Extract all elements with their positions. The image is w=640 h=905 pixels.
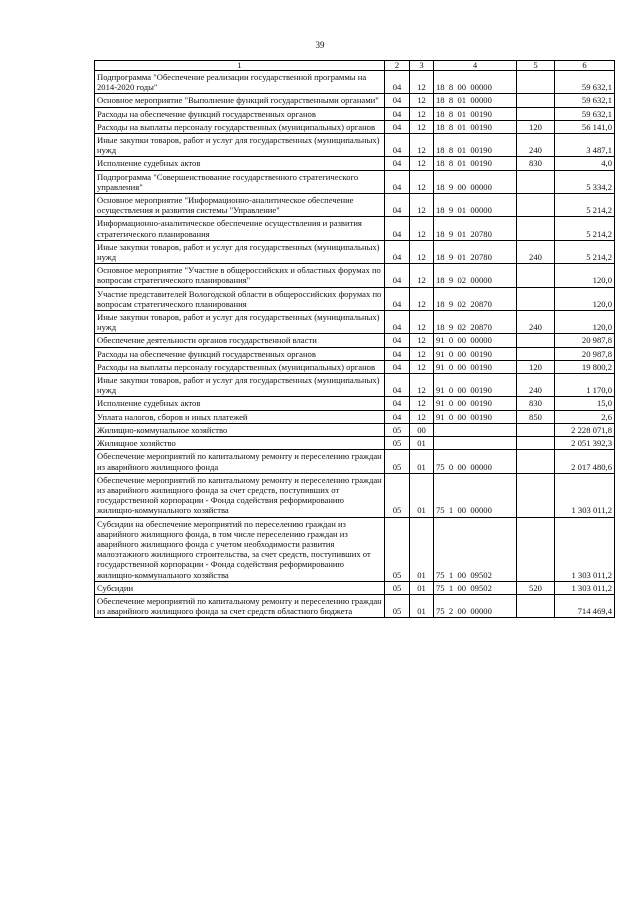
item-name: Основное мероприятие "Участие в общероссийских и областных форумах по вопросам стратегического планирования" [95,264,385,287]
column-header: 2 [385,61,410,71]
item-name: Исполнение судебных актов [95,397,385,410]
subsection-code: 12 [410,374,434,397]
expense-type-code [517,287,555,310]
expense-type-code: 520 [517,581,555,594]
amount: 120,0 [555,311,615,334]
subsection-code: 12 [410,134,434,157]
subsection-code: 12 [410,157,434,170]
expense-type-code [517,594,555,617]
table-row [95,347,615,360]
column-header: 3 [410,61,434,71]
table-row [95,410,615,423]
item-name: Подпрограмма "Обеспечение реализации государственной программы на 2014-2020 годы" [95,71,385,94]
table-row [95,581,615,594]
section-code: 04 [385,374,410,397]
target-article-code: 91 0 00 00190 [434,410,517,423]
expense-type-code: 830 [517,397,555,410]
item-name: Участие представителей Вологодской области в общероссийских форумах по вопросам стратегического планирования [95,287,385,310]
item-name: Жилищное хозяйство [95,437,385,450]
section-code: 04 [385,334,410,347]
section-code: 04 [385,264,410,287]
section-code: 04 [385,107,410,120]
section-code: 04 [385,194,410,217]
expense-type-code: 850 [517,410,555,423]
item-name: Обеспечение мероприятий по капитальному ремонту и переселению граждан из аварийного жилищного фонда за счет средств, поступивших от государственной корпорации - Фонда содействия реформированию жилищно-коммунального хозяйства [95,473,385,517]
table-row [95,360,615,373]
amount: 1 303 011,2 [555,581,615,594]
item-name: Субсидии на обеспечение мероприятий по переселению граждан из аварийного жилищного фонда, в том числе переселению граждан из аварийного жилищного фонда с учетом необходимости развития малоэтажного жилищного строительства, за счет средств, поступивших от государственной корпорации - Фонда содействия реформированию жилищно-коммунального хозяйства [95,517,385,581]
column-header: 6 [555,61,615,71]
table-row [95,450,615,473]
section-code: 05 [385,517,410,581]
section-code: 04 [385,410,410,423]
column-header: 1 [95,61,385,71]
expense-type-code [517,71,555,94]
item-name: Жилищно-коммунальное хозяйство [95,423,385,436]
subsection-code: 00 [410,423,434,436]
column-header: 5 [517,61,555,71]
target-article-code: 18 8 01 00190 [434,120,517,133]
amount: 2 051 392,3 [555,437,615,450]
expense-type-code [517,347,555,360]
item-name: Иные закупки товаров, работ и услуг для государственных (муниципальных) нужд [95,134,385,157]
item-name: Обеспечение мероприятий по капитальному ремонту и переселению граждан из аварийного жилищного фонда за счет средств областного бюджета [95,594,385,617]
subsection-code: 12 [410,360,434,373]
subsection-code: 01 [410,437,434,450]
section-code: 04 [385,94,410,107]
target-article-code: 18 8 01 00190 [434,157,517,170]
target-article-code: 18 8 01 00190 [434,134,517,157]
subsection-code: 12 [410,287,434,310]
section-code: 05 [385,473,410,517]
target-article-code: 91 0 00 00190 [434,397,517,410]
target-article-code: 18 9 00 00000 [434,170,517,193]
table-row [95,240,615,263]
amount: 1 303 011,2 [555,473,615,517]
target-article-code: 75 1 00 09502 [434,517,517,581]
expense-type-code [517,473,555,517]
item-name: Субсидии [95,581,385,594]
amount: 1 303 011,2 [555,517,615,581]
target-article-code: 18 8 00 00000 [434,71,517,94]
table-row [95,94,615,107]
subsection-code: 12 [410,264,434,287]
section-code: 04 [385,287,410,310]
subsection-code: 12 [410,120,434,133]
table-row [95,194,615,217]
column-header: 4 [434,61,517,71]
section-code: 04 [385,157,410,170]
section-code: 04 [385,120,410,133]
section-code: 04 [385,311,410,334]
item-name: Расходы на выплаты персоналу государственных (муниципальных) органов [95,120,385,133]
expense-type-code: 240 [517,311,555,334]
amount: 15,0 [555,397,615,410]
table-row [95,71,615,94]
target-article-code: 18 9 01 00000 [434,194,517,217]
target-article-code: 18 9 02 00000 [434,264,517,287]
expense-type-code [517,217,555,240]
target-article-code: 75 1 00 09502 [434,581,517,594]
table-row [95,264,615,287]
target-article-code: 18 9 02 20870 [434,287,517,310]
subsection-code: 12 [410,107,434,120]
amount: 56 141,0 [555,120,615,133]
subsection-code: 12 [410,347,434,360]
target-article-code: 75 0 00 00000 [434,450,517,473]
target-article-code: 75 2 00 00000 [434,594,517,617]
amount: 2 228 071,8 [555,423,615,436]
subsection-code: 12 [410,71,434,94]
target-article-code: 18 8 01 00000 [434,94,517,107]
section-code: 04 [385,347,410,360]
target-article-code: 91 0 00 00000 [434,334,517,347]
target-article-code [434,437,517,450]
expense-type-code: 240 [517,240,555,263]
item-name: Основное мероприятие "Информационно-аналитическое обеспечение осуществления и развития системы "Управление" [95,194,385,217]
section-code: 04 [385,170,410,193]
table-row [95,107,615,120]
table-row [95,334,615,347]
item-name: Основное мероприятие "Выполнение функций государственными органами" [95,94,385,107]
subsection-code: 12 [410,240,434,263]
subsection-code: 12 [410,194,434,217]
item-name: Обеспечение мероприятий по капитальному ремонту и переселению граждан из аварийного жилищного фонда [95,450,385,473]
subsection-code: 12 [410,94,434,107]
section-code: 05 [385,423,410,436]
expense-type-code [517,423,555,436]
amount: 120,0 [555,287,615,310]
subsection-code: 01 [410,581,434,594]
amount: 2 017 480,6 [555,450,615,473]
table-row [95,397,615,410]
table-row [95,120,615,133]
page-number: 39 [315,40,325,50]
section-code: 05 [385,594,410,617]
item-name: Подпрограмма "Совершенствование государственного стратегического управления" [95,170,385,193]
subsection-code: 01 [410,450,434,473]
section-code: 05 [385,437,410,450]
expense-type-code [517,94,555,107]
amount: 59 632,1 [555,71,615,94]
amount: 5 214,2 [555,217,615,240]
item-name: Исполнение судебных актов [95,157,385,170]
table-row [95,374,615,397]
subsection-code: 01 [410,517,434,581]
section-code: 05 [385,581,410,594]
item-name: Информационно-аналитическое обеспечение осуществления и развития стратегического планирования [95,217,385,240]
item-name: Обеспечение деятельности органов государственной власти [95,334,385,347]
expense-type-code [517,517,555,581]
amount: 120,0 [555,264,615,287]
section-code: 04 [385,240,410,263]
expense-type-code [517,437,555,450]
section-code: 04 [385,217,410,240]
amount: 1 170,0 [555,374,615,397]
item-name: Расходы на обеспечение функций государственных органов [95,347,385,360]
expense-type-code [517,334,555,347]
amount: 5 214,2 [555,240,615,263]
section-code: 04 [385,397,410,410]
subsection-code: 12 [410,334,434,347]
section-code: 04 [385,71,410,94]
table-row [95,134,615,157]
table-row [95,157,615,170]
amount: 59 632,1 [555,94,615,107]
target-article-code: 91 0 00 00190 [434,347,517,360]
expense-type-code [517,107,555,120]
target-article-code: 18 9 01 20780 [434,217,517,240]
table-row [95,473,615,517]
expense-type-code: 120 [517,120,555,133]
amount: 20 987,8 [555,334,615,347]
table-row [95,594,615,617]
subsection-code: 12 [410,410,434,423]
target-article-code: 18 8 01 00190 [434,107,517,120]
table-row [95,423,615,436]
expense-type-code: 830 [517,157,555,170]
expense-type-code: 240 [517,134,555,157]
subsection-code: 12 [410,311,434,334]
subsection-code: 01 [410,473,434,517]
expense-type-code [517,170,555,193]
amount: 5 334,2 [555,170,615,193]
item-name: Иные закупки товаров, работ и услуг для государственных (муниципальных) нужд [95,240,385,263]
amount: 19 800,2 [555,360,615,373]
expense-type-code [517,264,555,287]
table-row [95,217,615,240]
subsection-code: 12 [410,170,434,193]
amount: 2,6 [555,410,615,423]
section-code: 04 [385,360,410,373]
item-name: Расходы на обеспечение функций государственных органов [95,107,385,120]
table-row [95,517,615,581]
section-code: 05 [385,450,410,473]
item-name: Уплата налогов, сборов и иных платежей [95,410,385,423]
expense-type-code [517,450,555,473]
header-row [95,61,615,71]
table-row [95,437,615,450]
amount: 59 632,1 [555,107,615,120]
table-row [95,287,615,310]
target-article-code: 75 1 00 00000 [434,473,517,517]
target-article-code: 91 0 00 00190 [434,374,517,397]
expense-type-code: 240 [517,374,555,397]
table-row [95,311,615,334]
target-article-code: 18 9 01 20780 [434,240,517,263]
target-article-code [434,423,517,436]
amount: 20 987,8 [555,347,615,360]
target-article-code: 91 0 00 00190 [434,360,517,373]
item-name: Иные закупки товаров, работ и услуг для государственных (муниципальных) нужд [95,311,385,334]
amount: 5 214,2 [555,194,615,217]
target-article-code: 18 9 02 20870 [434,311,517,334]
budget-table [94,60,615,618]
subsection-code: 01 [410,594,434,617]
expense-type-code [517,194,555,217]
item-name: Иные закупки товаров, работ и услуг для государственных (муниципальных) нужд [95,374,385,397]
amount: 4,0 [555,157,615,170]
amount: 3 487,1 [555,134,615,157]
item-name: Расходы на выплаты персоналу государственных (муниципальных) органов [95,360,385,373]
expense-type-code: 120 [517,360,555,373]
subsection-code: 12 [410,397,434,410]
amount: 714 469,4 [555,594,615,617]
table-row [95,170,615,193]
subsection-code: 12 [410,217,434,240]
section-code: 04 [385,134,410,157]
